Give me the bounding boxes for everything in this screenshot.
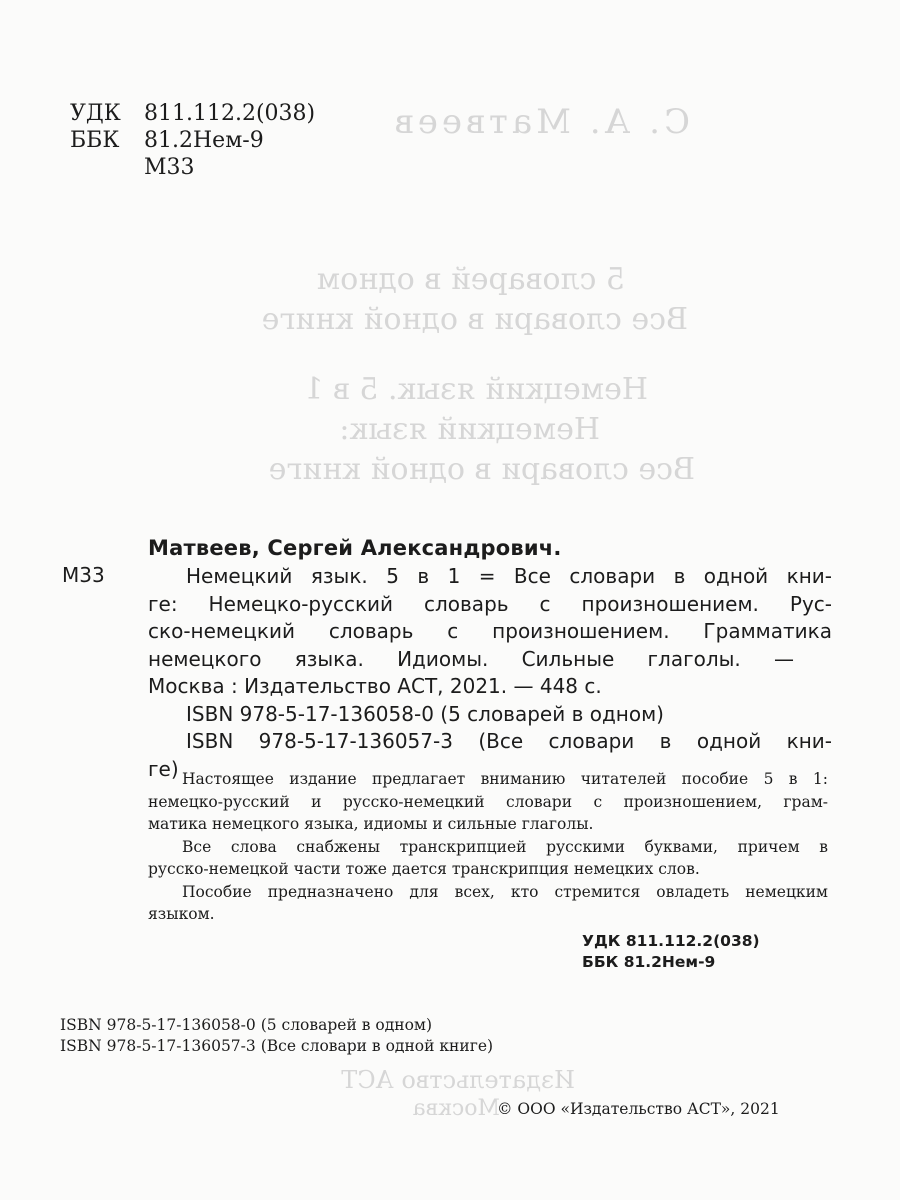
bibliographic-record (148, 563, 832, 783)
record-isbn-line: ISBN 978-5-17-136058-0 (5 словарей в одном) (186, 701, 664, 726)
ghost-line: Все словари в одной книге (268, 452, 695, 487)
udk-row (70, 100, 315, 127)
record-line: Немецкий язык. 5 в 1 = Все словари в одной кни- (186, 564, 832, 588)
bbk-footer: ББК 81.2Нем-9 (582, 953, 716, 971)
annotation-line: матика немецкого языка, идиомы и сильные глаголы. (148, 815, 594, 833)
record-line: немецкого языка. Идиомы. Сильные глаголы. — (148, 646, 794, 671)
ghost-line: Немецкий язык. 5 в 1 (304, 372, 648, 407)
record-author-mark: М33 (62, 563, 105, 587)
copyright-notice: © ООО «Издательство АСТ», 2021 (497, 1100, 780, 1118)
ghost-line: Москва (412, 1096, 500, 1121)
record-line: ге: Немецко-русский словарь с произношением. Рус- (148, 591, 832, 616)
udk-footer: УДК 811.112.2(038) (582, 932, 760, 950)
annotation-line: немецко-русский и русско-немецкий словари с произношением, грам- (148, 792, 828, 811)
classification-block (70, 100, 315, 181)
author-mark-row (70, 154, 315, 181)
bbk-row (70, 127, 315, 154)
isbn-line: ISBN 978-5-17-136058-0 (5 словарей в одном) (60, 1016, 433, 1034)
annotation-line: Настоящее издание предлагает вниманию читателей пособие 5 в 1: (182, 770, 828, 788)
record-line: ге) (148, 756, 179, 781)
ghost-line: Немецкий язык: (339, 412, 600, 447)
author-mark: М33 (144, 155, 195, 180)
classification-footer (582, 931, 760, 973)
record-line: ско-немецкий словарь с произношением. Грамматика (148, 619, 832, 643)
annotation-line: языком. (148, 905, 215, 923)
record-author: Матвеев, Сергей Александрович. (148, 536, 562, 560)
annotation-line: русско-немецкой части тоже дается транскрипция немецких слов. (148, 860, 700, 878)
annotation (148, 768, 828, 926)
annotation-line: Пособие предназначено для всех, кто стремится овладеть немецким (182, 882, 828, 901)
ghost-line: Все словари в одной книге (261, 302, 688, 337)
annotation-line: Все слова снабжены транскрипцией русскими буквами, причем в (182, 837, 828, 856)
ghost-author: С. А. Матвеев (390, 102, 690, 142)
record-isbn-line: ISBN 978-5-17-136057-3 (Все словари в одной кни- (186, 729, 832, 753)
bbk-value: 81.2Нем-9 (144, 128, 264, 153)
udk-value: 811.112.2(038) (144, 101, 316, 126)
udk-label: УДК (70, 101, 121, 126)
isbn-line: ISBN 978-5-17-136057-3 (Все словари в одной книге) (60, 1037, 494, 1055)
bbk-label: ББК (70, 128, 120, 153)
isbn-block (60, 1015, 493, 1057)
record-line: Москва : Издательство АСТ, 2021. — 448 с. (148, 674, 602, 698)
ghost-line: 5 словарей в одном (316, 262, 625, 297)
ghost-line: Издательство АСТ (341, 1066, 575, 1094)
